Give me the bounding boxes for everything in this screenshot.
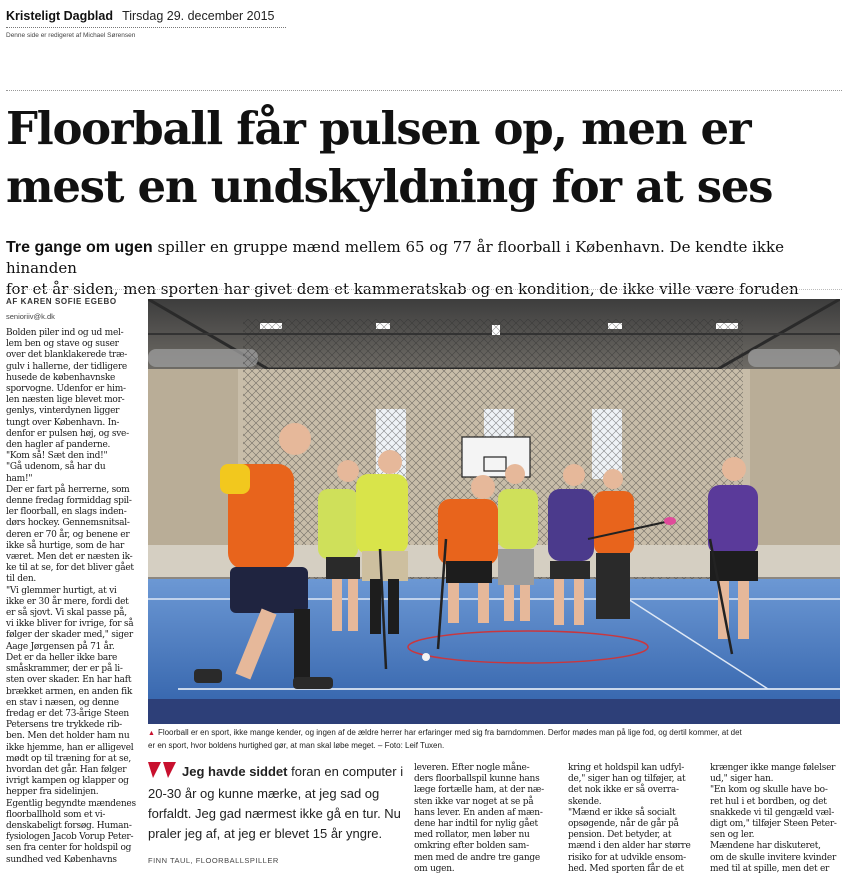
text-line: over det blanklakerede træ- xyxy=(6,350,128,361)
text-line: "Vi glemmer hurtigt, at vi xyxy=(6,585,117,596)
quote-strong: Jeg havde siddet xyxy=(182,764,288,779)
text-line: følger der skader med," siger xyxy=(6,630,133,641)
byline: AF KAREN SOFIE EGEBO xyxy=(6,297,117,306)
quote-mark-icon xyxy=(148,762,178,784)
text-line: omkring efter bolden sam- xyxy=(414,841,529,852)
text-line: krænger ikke mange følelser xyxy=(710,763,836,773)
text-line: snakkede vi til gengæld væl- xyxy=(710,807,835,818)
caption-line-2: er en sport, hvor boldens hurtighed gør, at man skal løbe meget. – Foto: Leif Tuxen. xyxy=(148,740,445,750)
text-line: hepper fra sidelinjen. xyxy=(6,787,99,798)
lead-strong: Tre gange om ugen xyxy=(6,239,153,256)
text-line: Det er da heller ikke bare xyxy=(6,652,118,663)
photo-caption xyxy=(148,727,840,751)
pull-quote xyxy=(148,762,404,844)
caption-triangle-icon: ▲ xyxy=(148,730,155,737)
text-line: sen fra center for holdspil og xyxy=(6,843,132,854)
quote-text: foran en computer i 20-30 år og kunne mærke, at jeg sad og forfaldt. Jeg gad nærmest ikke gå en tur. Nu praler jeg af, at jeg er blevet 15 år yngre. xyxy=(148,764,404,841)
text-line: deren er 70 år, og benene er xyxy=(6,529,130,540)
text-line: Petersens tre trykkede rib- xyxy=(6,720,122,731)
text-line: denskabeligt forsøg. Human- xyxy=(6,820,132,831)
text-line: til den. xyxy=(6,574,36,585)
article-column-5 xyxy=(710,763,844,873)
article-column-4 xyxy=(568,763,702,873)
text-line: sen og ler. xyxy=(710,830,755,841)
text-line: genlys, vinterdynen ligger xyxy=(6,406,120,417)
text-line: ke til at se, for det bliver gået xyxy=(6,563,134,574)
text-line: denne fredag formiddag spil- xyxy=(6,496,132,507)
text-line: risiko for at udvikle ensom- xyxy=(568,852,686,863)
text-line: "Kom så! Sæt den ind!" xyxy=(6,451,108,462)
text-line: dørs hockey. Gennemsnitsal- xyxy=(6,518,130,529)
text-line: sundhed ved Københavns xyxy=(6,854,117,865)
text-line: dene har indtil for nylig gået xyxy=(414,819,538,830)
text-line: ben. Men det holder ham nu xyxy=(6,731,130,742)
text-line: med til at spille, men det er xyxy=(710,863,830,873)
text-line: skende. xyxy=(568,796,602,807)
text-line: "Mænd er ikke så socialt xyxy=(568,807,676,818)
headline-line-1: Floorball får pulsen op, men er xyxy=(6,102,751,155)
page-editor-note: Denne side er redigeret af Michael Sørensen xyxy=(6,32,136,39)
lead-line-2: for et år siden, men sporten har givet dem et kammeratskab og en kondition, de ikke ville være foruden xyxy=(6,280,799,298)
text-line: mænd i den alder har større xyxy=(568,841,691,852)
text-line: Bolden piler ind og ud mel- xyxy=(6,328,124,338)
text-line: læge fortælle ham, at der næ- xyxy=(414,785,544,796)
text-line: ikke er 30 år mere, fordi det xyxy=(6,596,129,607)
byline-rule xyxy=(6,289,842,290)
masthead-rule xyxy=(6,27,286,28)
text-line: tungt over København. In- xyxy=(6,417,120,428)
text-line: lem ben og stave og suser xyxy=(6,339,119,350)
text-line: men med de andre tre gange xyxy=(414,852,540,863)
text-line: været. Men det er næsten ik- xyxy=(6,552,133,563)
text-line: fysiologen Jacob Vorup Peter- xyxy=(6,832,134,843)
text-line: len næsten lige blevet mor- xyxy=(6,395,125,406)
text-line: husede de københavnske xyxy=(6,372,116,383)
text-line: om de skulle invitere kvinder xyxy=(710,852,836,863)
text-line: vi ikke bliver for ivrige, for så xyxy=(6,619,134,630)
text-line: "Gå udenom, så har du xyxy=(6,462,106,473)
text-line: det nok ikke er så overra- xyxy=(568,785,679,796)
text-line: ud," siger han. xyxy=(710,774,774,785)
text-line: ham!" xyxy=(6,473,33,484)
text-line: brækket armen, en anden fik xyxy=(6,686,133,697)
text-line: ders floorballspil kunne hans xyxy=(414,774,540,785)
text-line: de," siger han og tilføjer, at xyxy=(568,774,686,785)
text-line: Egentlig begyndte mændenes xyxy=(6,798,136,809)
text-line: om ugen. xyxy=(414,863,455,873)
text-line: sten over skader. En har haft xyxy=(6,675,132,686)
text-line: denfor er pulsen høj, og sve- xyxy=(6,428,129,439)
caption-line-1: Floorball er en sport, ikke mange kender, og ingen af de ældre herrer har erfaringer med sig fra barndommen. Derfor mødes man på lige fod, og dertil kommer, at det xyxy=(157,728,742,737)
text-line: med rollator, men løber nu xyxy=(414,830,530,841)
headline-line-2: mest en undskyldning for at ses xyxy=(6,160,773,213)
text-line: hans lever. En anden af mæn- xyxy=(414,807,543,818)
floorball-players-photo xyxy=(148,299,840,724)
quote-source: FINN TAUL, FLOORBALLSPILLER xyxy=(148,856,279,865)
text-line: mødt op til træning for at se, xyxy=(6,753,131,764)
text-line: fredag er det 73-årige Steen xyxy=(6,708,129,719)
text-line: er så sjovt. Vi skal passe på, xyxy=(6,608,127,619)
text-line: gulv i hallerne, der tidligere xyxy=(6,361,127,372)
author-email: senioriiv@k.dk xyxy=(6,312,55,321)
text-line: ler floorball, en slags inden- xyxy=(6,507,127,518)
text-line: den hagler af panderne. xyxy=(6,440,111,451)
text-line: hvordan det går. Han følger xyxy=(6,764,127,775)
lead-paragraph xyxy=(6,237,842,300)
text-line: sten ikke var noget at se på xyxy=(414,796,534,807)
text-line: "En kom og skulle have bo- xyxy=(710,785,828,796)
text-line: en stav i næsen, og denne xyxy=(6,697,119,708)
text-line: ret hul i et bordben, og det xyxy=(710,796,827,807)
article-column-1 xyxy=(6,328,144,866)
text-line: hed. Med sporten får de et xyxy=(568,863,684,873)
text-line: kring et holdspil kan udfyl- xyxy=(568,763,685,773)
headline-top-rule xyxy=(6,90,842,91)
headline xyxy=(6,100,842,216)
text-line: ikke så hurtige, som de har xyxy=(6,540,125,551)
text-line: sporvogne. Udenfor er him- xyxy=(6,384,126,395)
text-line: opsøgende, når de går på xyxy=(568,819,679,830)
issue-date: Tirsdag 29. december 2015 xyxy=(122,9,275,23)
text-line: pension. Det betyder, at xyxy=(568,830,672,841)
text-line: Der er fart på herrerne, som xyxy=(6,484,130,495)
text-line: leveren. Efter nogle måne- xyxy=(414,763,530,773)
text-line: Mændene har diskuteret, xyxy=(710,841,821,852)
newspaper-name: Kristeligt Dagblad xyxy=(6,9,113,23)
lead-line-1: spiller en gruppe mænd mellem 65 og 77 år floorball i København. De kendte ikke hinanden xyxy=(6,238,784,277)
text-line: floorballhold som et vi- xyxy=(6,809,106,820)
text-line: ivrigt kampen og klapper og xyxy=(6,776,129,787)
masthead xyxy=(6,5,286,39)
article-photo xyxy=(148,299,840,724)
article-column-3 xyxy=(414,763,552,873)
text-line: småskrammer, der er på li- xyxy=(6,664,123,675)
text-line: ikke hjemme, han er alligevel xyxy=(6,742,134,753)
text-line: digt om," tilføjer Steen Peter- xyxy=(710,819,837,830)
text-line: Aage Jørgensen på 71 år. xyxy=(6,641,115,652)
